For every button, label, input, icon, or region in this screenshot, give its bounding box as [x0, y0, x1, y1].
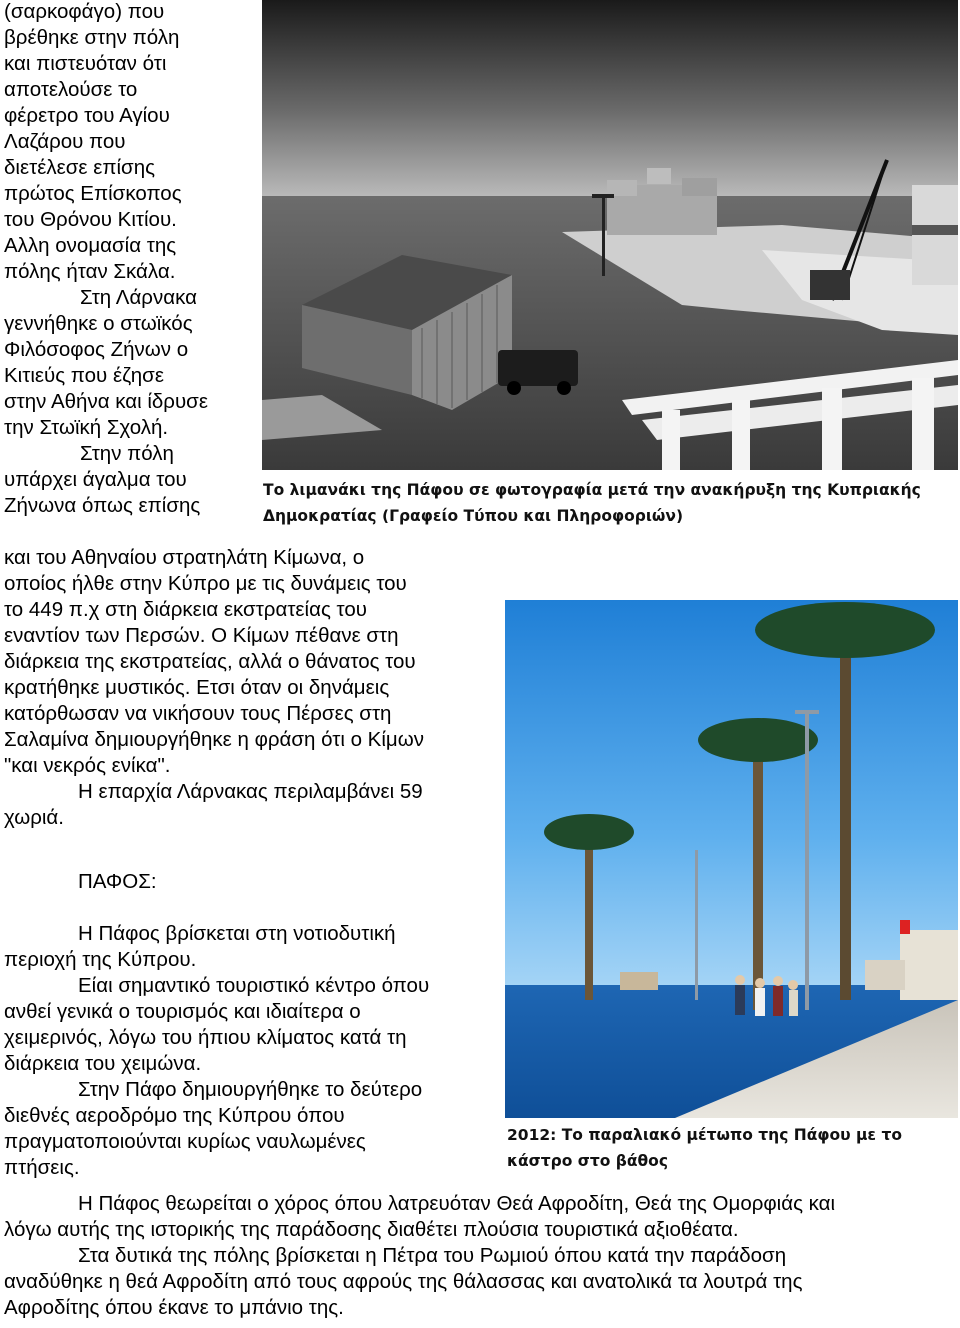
text-line: Σαλαμίνα δημιουργήθηκε η φράση ότι ο Κίμων — [4, 728, 424, 751]
text-line: και πιστευόταν ότι — [4, 52, 167, 75]
text-line: διεθνές αεροδρόμο της Κύπρου όπου — [4, 1104, 345, 1127]
seafront-photo — [505, 600, 958, 1118]
text-line: χειμερινός, λόγω του ήπιου κλίματος κατά τη — [4, 1026, 407, 1049]
text-line: Λαζάρου που — [4, 130, 126, 153]
text-line: αποτελούσε το — [4, 78, 138, 101]
text-line: Στην πόλη — [80, 442, 174, 465]
text-line: Η Πάφος θεωρείται ο χόρος όπου λατρευόταν Θεά Αφροδίτη, Θεά της Ομορφιάς και — [78, 1192, 836, 1215]
text-line: Η επαρχία Λάρνακας περιλαμβάνει 59 — [78, 780, 423, 803]
text-line: Η Πάφος βρίσκεται στη νοτιοδυτική — [78, 922, 396, 945]
harbour-photo — [262, 0, 958, 470]
text-line: διάρκεια της εκστρατείας, αλλά ο θάνατος του — [4, 650, 416, 673]
text-line: Ζήνωνα όπως επίσης — [4, 494, 201, 517]
text-line: του Θρόνου Κιτίου. — [4, 208, 177, 231]
section-heading-pafos: ΠΑΦΟΣ: — [78, 870, 157, 893]
seafront-photo-caption-line: κάστρο στο βάθος — [507, 1152, 669, 1170]
text-line: διάρκεια του χειμώνα. — [4, 1052, 202, 1075]
text-line: εναντίον των Περσών. Ο Κίμων πέθανε στη — [4, 624, 399, 647]
text-line: (σαρκοφάγο) που — [4, 0, 165, 23]
text-line: Στα δυτικά της πόλης βρίσκεται η Πέτρα του Ρωμιού όπου κατά την παράδοση — [78, 1244, 787, 1267]
text-line: φέρετρο του Αγίου — [4, 104, 170, 127]
text-line: διετέλεσε επίσης — [4, 156, 155, 179]
text-line: και του Αθηναίου στρατηλάτη Κίμωνα, ο — [4, 546, 365, 569]
text-line: Είαι σημαντικό τουριστικό κέντρο όπου — [78, 974, 430, 997]
text-line: Στην Πάφο δημιουργήθηκε το δεύτερο — [78, 1078, 423, 1101]
text-line: υπάρχει άγαλμα του — [4, 468, 187, 491]
text-line: πρώτος Επίσκοπος — [4, 182, 182, 205]
harbour-photo-caption-line: Το λιμανάκι της Πάφου σε φωτογραφία μετά την ανακήρυξη της Κυπριακής — [263, 481, 921, 499]
text-line: Φιλόσοφος Ζήνων ο — [4, 338, 189, 361]
text-line: ανθεί γενικά ο τουρισμός και ιδιαίτερα ο — [4, 1000, 361, 1023]
text-line: στην Αθήνα και ίδρυσε — [4, 390, 208, 413]
text-line: πόλης ήταν Σκάλα. — [4, 260, 176, 283]
harbour-photo-caption-line: Δημοκρατίας (Γραφείο Τύπου και Πληροφοριών) — [263, 507, 684, 525]
text-line: κρατήθηκε μυστικός. Ετσι όταν οι δηνάμεις — [4, 676, 390, 699]
text-line: το 449 π.χ στη διάρκεια εκστρατείας του — [4, 598, 367, 621]
text-line: Αφροδίτης όπου έκανε το μπάνιο της. — [4, 1296, 344, 1319]
text-line: πτήσεις. — [4, 1156, 80, 1179]
text-line: την Στωϊκή Σχολή. — [4, 416, 169, 439]
text-line: λόγω αυτής της ιστορικής της παράδοσης διαθέτει πλούσια τουριστικά αξιοθέατα. — [4, 1218, 739, 1241]
text-line: Αλλη ονομασία της — [4, 234, 177, 257]
text-line: βρέθηκε στην πόλη — [4, 26, 180, 49]
text-line: κατόρθωσαν να νικήσουν τους Πέρσες στη — [4, 702, 392, 725]
text-line: χωριά. — [4, 806, 64, 829]
text-line: περιοχή της Κύπρου. — [4, 948, 197, 971]
seafront-photo-caption-line: 2012: Το παραλιακό μέτωπο της Πάφου με το — [507, 1126, 903, 1144]
text-line: "και νεκρός ενίκα". — [4, 754, 171, 777]
text-line: πραγματοποιούνται κυρίως ναυλωμένες — [4, 1130, 366, 1153]
text-line: γεννήθηκε ο στωϊκός — [4, 312, 193, 335]
text-line: οποίος ήλθε στην Κύπρο με τις δυνάμεις του — [4, 572, 407, 595]
text-line: Στη Λάρνακα — [80, 286, 197, 309]
text-line: Κιτιεύς που έζησε — [4, 364, 164, 387]
text-line: αναδύθηκε η θεά Αφροδίτη από τους αφρούς της θάλασσας και ανατολικά τα λουτρά της — [4, 1270, 803, 1293]
